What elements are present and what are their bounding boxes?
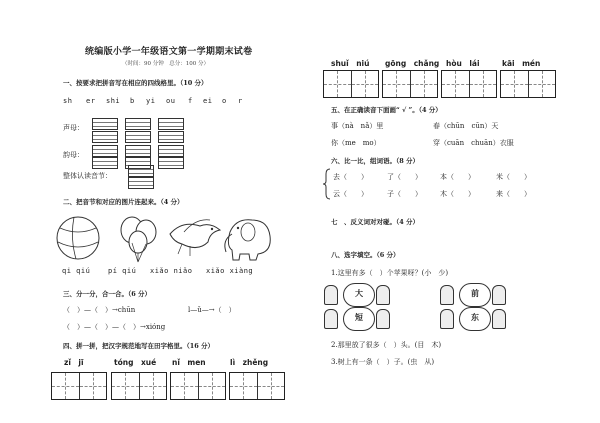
q5-item[interactable]: 事（nà nǎ）里 [331,122,384,130]
q8-heading: 八、选字填空。（6 分） [331,251,400,259]
q7-heading: 七 、反义词对对碰。（4 分） [331,218,420,226]
four-line-box[interactable] [92,145,118,157]
q4-pinyin: nǐ men [172,358,206,367]
four-line-box[interactable] [128,165,154,177]
q2-syllable[interactable]: xiǎo xiàng [206,267,254,275]
four-line-box[interactable] [125,131,151,143]
page-subtitle: （时间：90 分钟 总分：100 分） [122,61,209,67]
bird-picture[interactable] [170,220,220,256]
bubble-char: 大 [355,288,363,298]
bubble-char: 前 [471,288,479,298]
q5-item[interactable]: 春（chūn cūn）天 [433,122,499,130]
q3-line-1b: l—ǔ—→（ ） [188,306,236,314]
four-line-box[interactable] [92,131,118,143]
pencil-figure [324,309,338,329]
q3-heading: 三、分一分，合一合。（6 分） [63,290,152,298]
four-line-box[interactable] [158,118,184,130]
pencil-figure [492,309,506,329]
bubble-char: 短 [355,312,363,322]
word-bubble[interactable] [459,307,491,331]
tianzige-grid[interactable] [323,70,379,98]
q6-item[interactable]: 了（ ） [387,173,422,181]
q6-item[interactable]: 子（ ） [387,190,422,198]
tianzige-grid[interactable] [111,372,167,400]
q6-item[interactable]: 云（ ） [333,190,368,198]
q1-letter: o [222,97,227,105]
q4-pinyin: lì zhěng [230,358,269,367]
q6-item[interactable]: 本（ ） [440,173,475,181]
q6-heading: 六、比一比，组词语。（8 分） [331,157,420,165]
four-line-box[interactable] [125,118,151,130]
q1-letter: f [188,97,193,105]
q3-line-1a: （ ）—（ ）→chūn [63,306,136,314]
word-bubble[interactable] [343,283,375,307]
q2-syllable[interactable]: qi qiú [62,267,91,275]
q2-heading: 二、把音节和对应的图片连起来。（4 分） [63,198,184,206]
q5-item[interactable]: 穿（cuān chuān）衣服 [433,139,514,147]
ball-picture[interactable] [57,217,99,259]
q4-heading: 四、拼一拼，把汉字规范地写在田字格里。（16 分） [63,342,215,350]
pencil-figure [440,285,454,305]
right-column [300,0,600,423]
bubble-char: 东 [471,312,479,322]
q1-letter: er [86,97,96,105]
q1-letter: yi [146,97,156,105]
q6-item[interactable]: 木（ ） [440,190,475,198]
q6-item[interactable]: 米（ ） [496,173,531,181]
top-pinyin: kāi mén [502,59,541,68]
four-line-box[interactable] [128,177,154,189]
q6-item[interactable]: 来（ ） [496,190,531,198]
four-line-box[interactable] [92,118,118,130]
four-line-box[interactable] [158,131,184,143]
q4-pinyin: tóng xué [114,358,157,367]
q8-sentence: 1.这里有多（ ）个苹果呀？(小 少) [331,269,449,277]
tianzige-grid[interactable] [51,372,107,400]
page-title: 统编版小学一年级语文第一学期期末试卷 [85,47,253,57]
q1-letter: sh [63,97,73,105]
pencil-figure [440,309,454,329]
q5-item[interactable]: 你（me mo） [331,139,381,147]
tianzige-grid[interactable] [500,70,556,98]
q1-letter: ou [166,97,176,105]
word-bubble[interactable] [459,283,491,307]
q2-syllable[interactable]: xiǎo niǎo [150,267,193,275]
top-pinyin: gōng chǎng [385,59,440,68]
q3-line-2: （ ）—（ ）—（ ）→xióng [63,323,166,331]
q1-letter: b [130,97,135,105]
pencil-figure [324,285,338,305]
elephant-picture[interactable] [225,220,270,260]
q4-pinyin: zǐ jī [64,358,84,367]
tianzige-grid[interactable] [382,70,438,98]
q1-row-label: 整体认读音节： [63,172,112,180]
q8-sentence: 3.树上有一条（ ）子。(虫 从) [331,358,435,366]
pencil-figure [376,285,390,305]
pencil-figure [492,285,506,305]
four-line-box[interactable] [92,157,118,169]
top-pinyin: shuǐ niú [331,59,370,68]
balloon-picture[interactable] [121,217,156,262]
pencil-figure [376,309,390,329]
tianzige-grid[interactable] [441,70,497,98]
q1-heading: 一、按要求把拼音写在相应的四线格里。（10 分） [63,79,208,87]
q1-letter: r [238,97,243,105]
top-pinyin: hòu lái [446,59,480,68]
q1-row-label: 韵母： [63,151,84,159]
four-line-box[interactable] [125,145,151,157]
four-line-box[interactable] [158,145,184,157]
q1-letter: shi [106,97,121,105]
brace-icon [323,168,331,200]
q6-item[interactable]: 去（ ） [333,173,368,181]
q2-syllable[interactable]: pí qiú [108,267,137,275]
q8-sentence: 2.那里放了很多（ ）头。(目 木) [331,341,442,349]
word-bubble[interactable] [343,307,375,331]
tianzige-grid[interactable] [229,372,285,400]
q1-letter: ei [203,97,213,105]
q5-heading: 五、在正确读音下面画“ √ ”。（4 分） [331,106,442,114]
q1-row-label: 声母： [63,124,84,132]
tianzige-grid[interactable] [170,372,226,400]
q2-pictures [50,212,280,264]
four-line-box[interactable] [158,157,184,169]
